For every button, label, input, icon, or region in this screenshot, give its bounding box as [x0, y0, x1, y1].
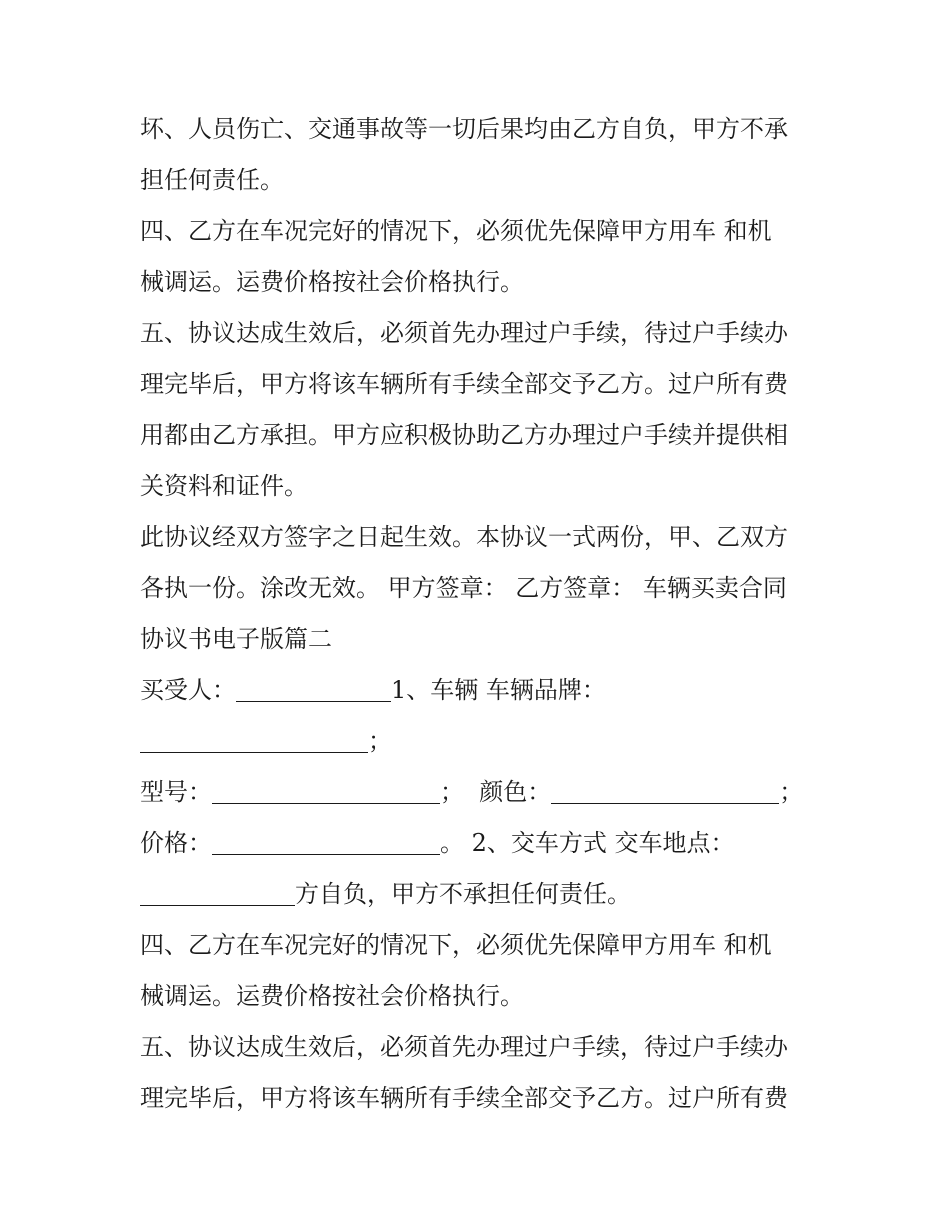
paragraph-line: 关资料和证件。	[140, 472, 308, 500]
paragraph-line: 械调运。运费价格按社会价格执行。	[140, 982, 524, 1010]
brand-blank-line	[140, 716, 820, 767]
semicolon: ；	[440, 778, 464, 806]
paragraph-line: 五、协议达成生效后，必须首先办理过户手续，待过户手续办	[140, 319, 788, 347]
section-title: 协议书电子版篇二	[140, 625, 332, 653]
paragraph-line: 用都由乙方承担。甲方应积极协助乙方办理过户手续并提供相	[140, 421, 788, 449]
paragraph-line: 各执一份。涂改无效。 甲方签章： 乙方签章： 车辆买卖合同	[140, 574, 787, 602]
contract-text	[140, 104, 820, 1124]
price-label: 价格：	[140, 829, 212, 857]
paragraph-line: 担任何责任。	[140, 166, 284, 194]
color-label: 颜色：	[479, 778, 552, 806]
model-label: 型号：	[140, 778, 212, 806]
model-color-line	[140, 767, 820, 818]
vehicle-brand-label: 1、车辆 车辆品牌：	[391, 676, 606, 704]
paragraph-line: 四、乙方在车况完好的情况下，必须优先保障甲方用车 和机	[140, 217, 772, 245]
buyer-label: 买受人：	[140, 676, 236, 704]
buyer-line	[140, 665, 820, 716]
paragraph-line: 五、协议达成生效后，必须首先办理过户手续，待过户手续办	[140, 1033, 788, 1061]
buyer-blank	[236, 677, 391, 702]
price-line	[140, 818, 820, 869]
paragraph-line: 械调运。运费价格按社会价格执行。	[140, 268, 524, 296]
paragraph-line: 此协议经双方签字之日起生效。本协议一式两份，甲、乙双方	[140, 523, 788, 551]
semicolon: ；	[368, 727, 392, 755]
delivery-tail: 方自负，甲方不承担任何责任。	[295, 880, 631, 908]
paragraph-line: 坏、人员伤亡、交通事故等一切后果均由乙方自负，甲方不承	[140, 115, 788, 143]
paragraph-line: 四、乙方在车况完好的情况下，必须优先保障甲方用车 和机	[140, 931, 772, 959]
delivery-label: 。 2、交车方式 交车地点：	[440, 829, 735, 857]
delivery-line	[140, 869, 820, 920]
paragraph-line: 理完毕后，甲方将该车辆所有手续全部交予乙方。过户所有费	[140, 370, 788, 398]
color-blank	[551, 779, 779, 804]
paragraph-line: 理完毕后，甲方将该车辆所有手续全部交予乙方。过户所有费	[140, 1084, 788, 1112]
semicolon: ；	[779, 778, 804, 806]
delivery-blank	[140, 881, 295, 906]
model-blank	[212, 779, 440, 804]
brand-blank	[140, 728, 368, 753]
price-blank	[212, 830, 440, 855]
